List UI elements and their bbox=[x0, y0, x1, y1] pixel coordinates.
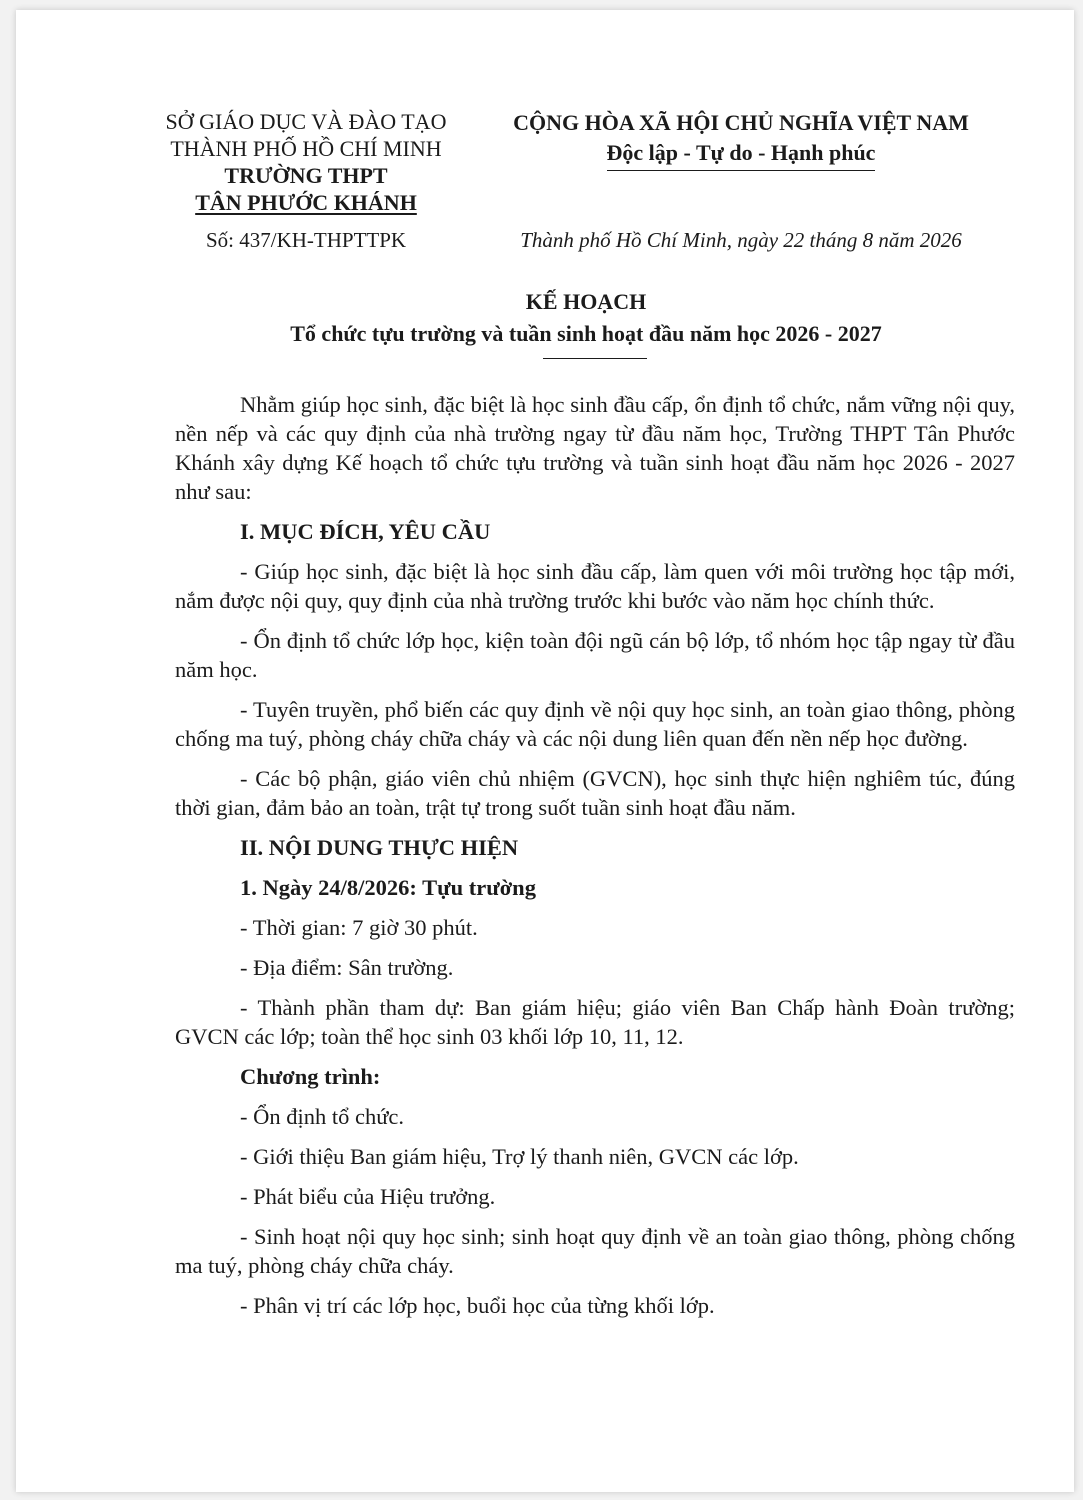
section-2-heading: II. NỘI DUNG THỰC HIỆN bbox=[240, 835, 519, 860]
section-1-item: - Các bộ phận, giáo viên chủ nhiệm (GVCN), học sinh thực hiện nghiêm túc, đúng thời gian, đảm bảo an toàn, trật tự trong suốt tuần sinh hoạt đầu năm. bbox=[175, 766, 1015, 820]
program-item: - Sinh hoạt nội quy học sinh; sinh hoạt quy định về an toàn giao thông, phòng chống ma tuý, phòng cháy chữa cháy. bbox=[175, 1224, 1015, 1278]
country-name: CỘNG HÒA XÃ HỘI CHỦ NGHĨA VIỆT NAM bbox=[513, 110, 969, 135]
intro-paragraph: Nhằm giúp học sinh, đặc biệt là học sinh đầu cấp, ổn định tổ chức, nắm vững nội quy, nền nếp và các quy định của nhà trường ngay từ đầu năm học, Trường THPT Tân Phước Khánh xây dựng Kế hoạch tổ chức tựu trường và tuần sinh hoạt đầu năm học 2026 - 2027 như sau: bbox=[175, 392, 1015, 504]
subsection-1-heading: 1. Ngày 24/8/2026: Tựu trường bbox=[240, 875, 536, 900]
section-1-heading: I. MỤC ĐÍCH, YÊU CẦU bbox=[240, 519, 491, 544]
section-1-item: - Ổn định tổ chức lớp học, kiện toàn đội ngũ cán bộ lớp, tổ nhóm học tập ngay từ đầu năm học. bbox=[175, 628, 1015, 682]
time-item: - Thời gian: 7 giờ 30 phút. bbox=[240, 915, 478, 940]
school-line-1: TRƯỜNG THPT bbox=[224, 163, 388, 188]
national-motto: Độc lập - Tự do - Hạnh phúc bbox=[607, 138, 876, 171]
section-1-item: - Tuyên truyền, phổ biến các quy định về nội quy học sinh, an toàn giao thông, phòng chống ma tuý, phòng cháy chữa cháy và các nội dung liên quan đến nền nếp học đường. bbox=[175, 697, 1015, 751]
place-item: - Địa điểm: Sân trường. bbox=[240, 955, 454, 980]
program-item: - Phát biểu của Hiệu trưởng. bbox=[240, 1184, 496, 1209]
school-name: TÂN PHƯỚC KHÁNH bbox=[195, 190, 417, 215]
motto-wrap bbox=[486, 138, 996, 171]
document-title: KẾ HOẠCH bbox=[525, 289, 647, 314]
program-item: - Ổn định tổ chức. bbox=[240, 1104, 405, 1129]
title-divider bbox=[543, 358, 647, 359]
program-item: - Phân vị trí các lớp học, buổi học của từng khối lớp. bbox=[240, 1293, 715, 1318]
participants-item: - Thành phần tham dự: Ban giám hiệu; giáo viên Ban Chấp hành Đoàn trường; GVCN các lớp; toàn thể học sinh 03 khối lớp 10, 11, 12. bbox=[175, 995, 1015, 1049]
document-page bbox=[16, 10, 1074, 1492]
program-heading: Chương trình: bbox=[240, 1064, 381, 1089]
issue-date: Thành phố Hồ Chí Minh, ngày 22 tháng 8 năm 2026 bbox=[520, 228, 962, 252]
school-line-2 bbox=[156, 189, 456, 216]
program-item: - Giới thiệu Ban giám hiệu, Trợ lý thanh niên, GVCN các lớp. bbox=[240, 1144, 799, 1169]
document-body bbox=[175, 390, 1015, 1320]
issuing-agency-block bbox=[156, 108, 456, 216]
document-number: Số: 437/KH-THPTTPK bbox=[206, 228, 407, 252]
national-heading-block bbox=[486, 108, 996, 171]
document-subtitle: Tổ chức tựu trường và tuần sinh hoạt đầu năm học 2026 - 2027 bbox=[290, 321, 882, 346]
dept-line-2: THÀNH PHỐ HỒ CHÍ MINH bbox=[170, 136, 442, 161]
document-title-block bbox=[156, 286, 1016, 350]
section-1-item: - Giúp học sinh, đặc biệt là học sinh đầu cấp, làm quen với môi trường học tập mới, nắm được nội quy, quy định của nhà trường trước khi bước vào năm học chính thức. bbox=[175, 559, 1015, 613]
dept-line-1: SỞ GIÁO DỤC VÀ ĐÀO TẠO bbox=[165, 109, 447, 134]
